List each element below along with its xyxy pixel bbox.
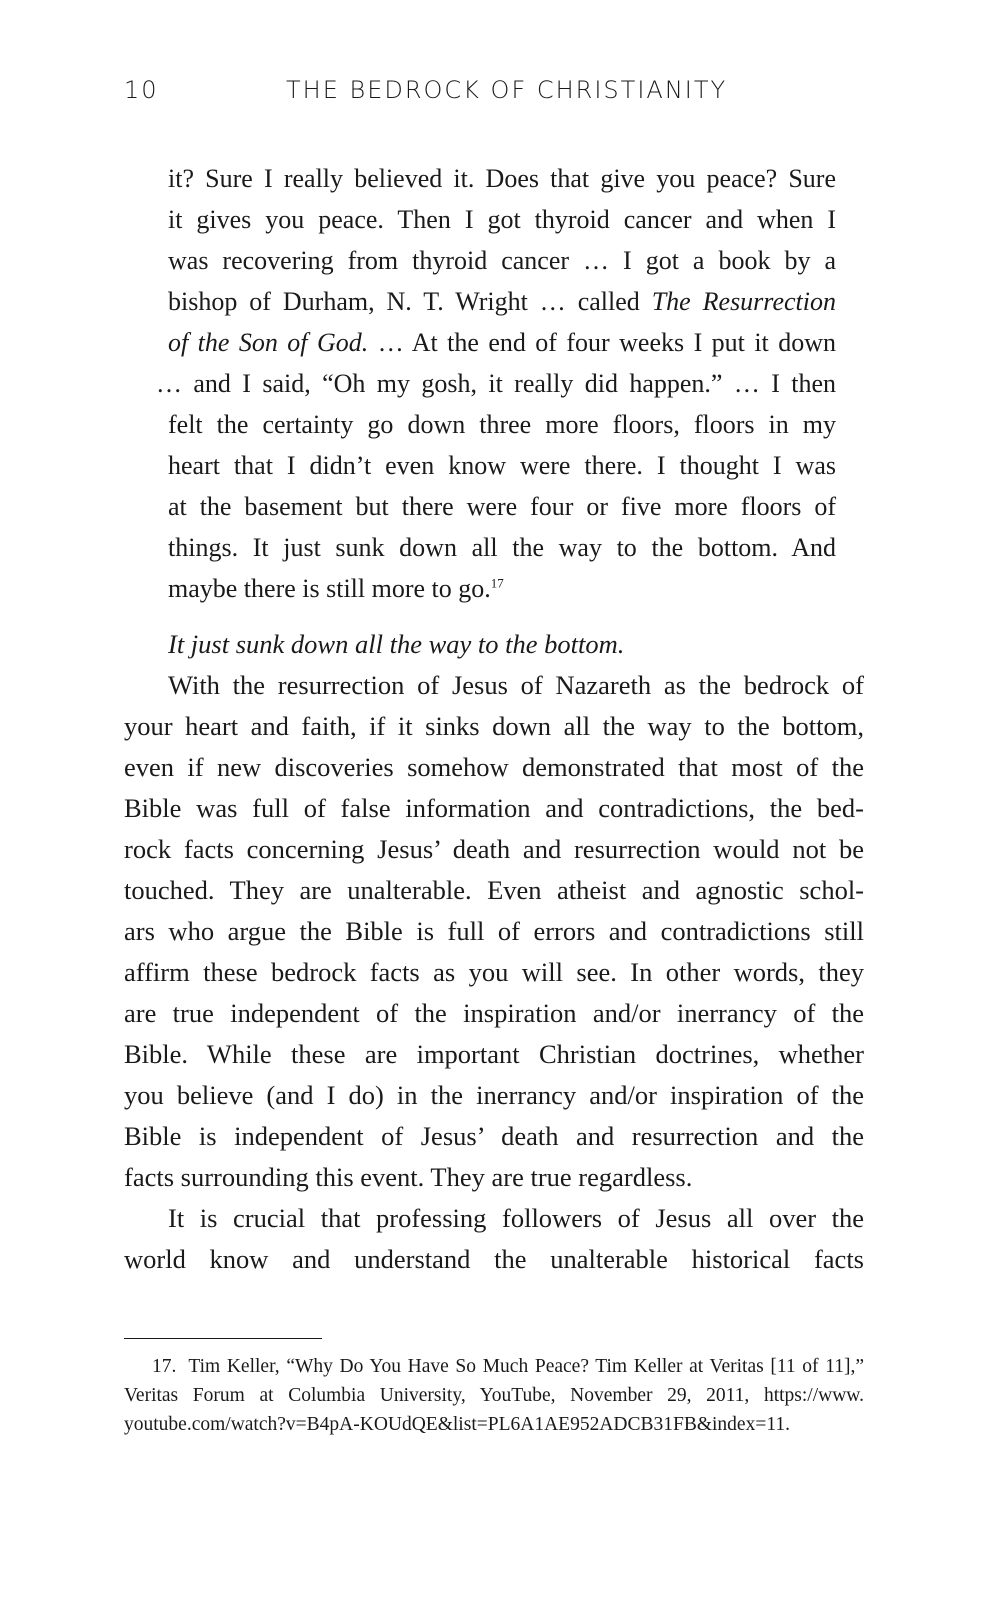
book-title-italic: of the Son of God. bbox=[168, 328, 369, 357]
paragraph-1 bbox=[124, 665, 864, 1198]
quote-line: things. It just sunk down all the way to the bottom. And bbox=[168, 533, 836, 562]
quote-line: was recovering from thyroid cancer … I got a book by a bbox=[168, 246, 836, 275]
footnote-divider bbox=[124, 1338, 322, 1339]
emphasis-line: It just sunk down all the way to the bottom. bbox=[168, 629, 625, 659]
paragraph-line: ars who argue the Bible is full of errors and contradictions still bbox=[124, 916, 864, 946]
book-title: THE BEDROCK OF CHRISTIANITY bbox=[286, 76, 728, 104]
footnote-number: 17. bbox=[152, 1356, 177, 1377]
footnote-text: Tim Keller, “Why Do You Have So Much Peace? Tim Keller at Veritas [11 of 11],” bbox=[188, 1356, 864, 1377]
footnote-17 bbox=[124, 1352, 864, 1439]
paragraph-line: With the resurrection of Jesus of Nazareth as the bedrock of bbox=[168, 670, 864, 700]
footnote-line bbox=[124, 1352, 864, 1381]
footnote-line: Veritas Forum at Columbia University, YouTube, November 29, 2011, https://www. bbox=[124, 1385, 864, 1406]
footnote-marker[interactable]: 17 bbox=[490, 575, 504, 591]
paragraph-line: your heart and faith, if it sinks down all the way to the bottom, bbox=[124, 711, 864, 741]
quote-line bbox=[168, 568, 836, 609]
paragraph-line: even if new discoveries somehow demonstrated that most of the bbox=[124, 752, 864, 782]
quote-text: bishop of Durham, N. T. Wright … called bbox=[168, 287, 652, 316]
quote-line bbox=[168, 322, 836, 363]
footnote-link[interactable]: youtube.com/watch?v=B4pA-KOUdQE&list=PL6A1AE952ADCB31FB&index=11. bbox=[124, 1414, 790, 1435]
paragraph-line: touched. They are unalterable. Even atheist and agnostic schol- bbox=[124, 875, 864, 905]
paragraph-line: Bible was full of false information and contradictions, the bed- bbox=[124, 793, 864, 823]
paragraph-line: you believe (and I do) in the inerrancy and/or inspiration of the bbox=[124, 1080, 864, 1110]
paragraph-line: facts surrounding this event. They are true regardless. bbox=[124, 1162, 693, 1192]
paragraph-line: It is crucial that professing followers of Jesus all over the bbox=[168, 1203, 864, 1233]
quote-line: at the basement but there were four or five more floors of bbox=[168, 492, 836, 521]
paragraph-line: affirm these bedrock facts as you will see. In other words, they bbox=[124, 957, 864, 987]
paragraph-line: Bible. While these are important Christian doctrines, whether bbox=[124, 1039, 864, 1069]
paragraph-line: Bible is independent of Jesus’ death and resurrection and the bbox=[124, 1121, 864, 1151]
paragraph-line: world know and understand the unalterable historical facts bbox=[124, 1244, 864, 1274]
quote-line: it gives you peace. Then I got thyroid cancer and when I bbox=[168, 205, 836, 234]
block-quote bbox=[156, 158, 836, 609]
running-head bbox=[124, 76, 864, 116]
page-number: 10 bbox=[124, 76, 159, 104]
paragraph-2 bbox=[124, 1198, 864, 1280]
paragraph-line: are true independent of the inspiration and/or inerrancy of the bbox=[124, 998, 864, 1028]
quote-text: maybe there is still more to go. bbox=[168, 574, 491, 603]
quote-line: it? Sure I really believed it. Does that give you peace? Sure bbox=[168, 164, 836, 193]
body-text bbox=[124, 624, 864, 1280]
quote-line: felt the certainty go down three more floors, floors in my bbox=[168, 410, 836, 439]
quote-line bbox=[168, 281, 836, 322]
quote-text: … At the end of four weeks I put it down bbox=[368, 328, 836, 357]
footnotes bbox=[124, 1352, 864, 1439]
quote-line: heart that I didn’t even know were there. I thought I was bbox=[168, 451, 836, 480]
quote-line: … and I said, “Oh my gosh, it really did happen.” … I then bbox=[156, 369, 836, 398]
book-title-italic: The Resurrection bbox=[651, 287, 836, 316]
paragraph-line: rock facts concerning Jesus’ death and resurrection would not be bbox=[124, 834, 864, 864]
